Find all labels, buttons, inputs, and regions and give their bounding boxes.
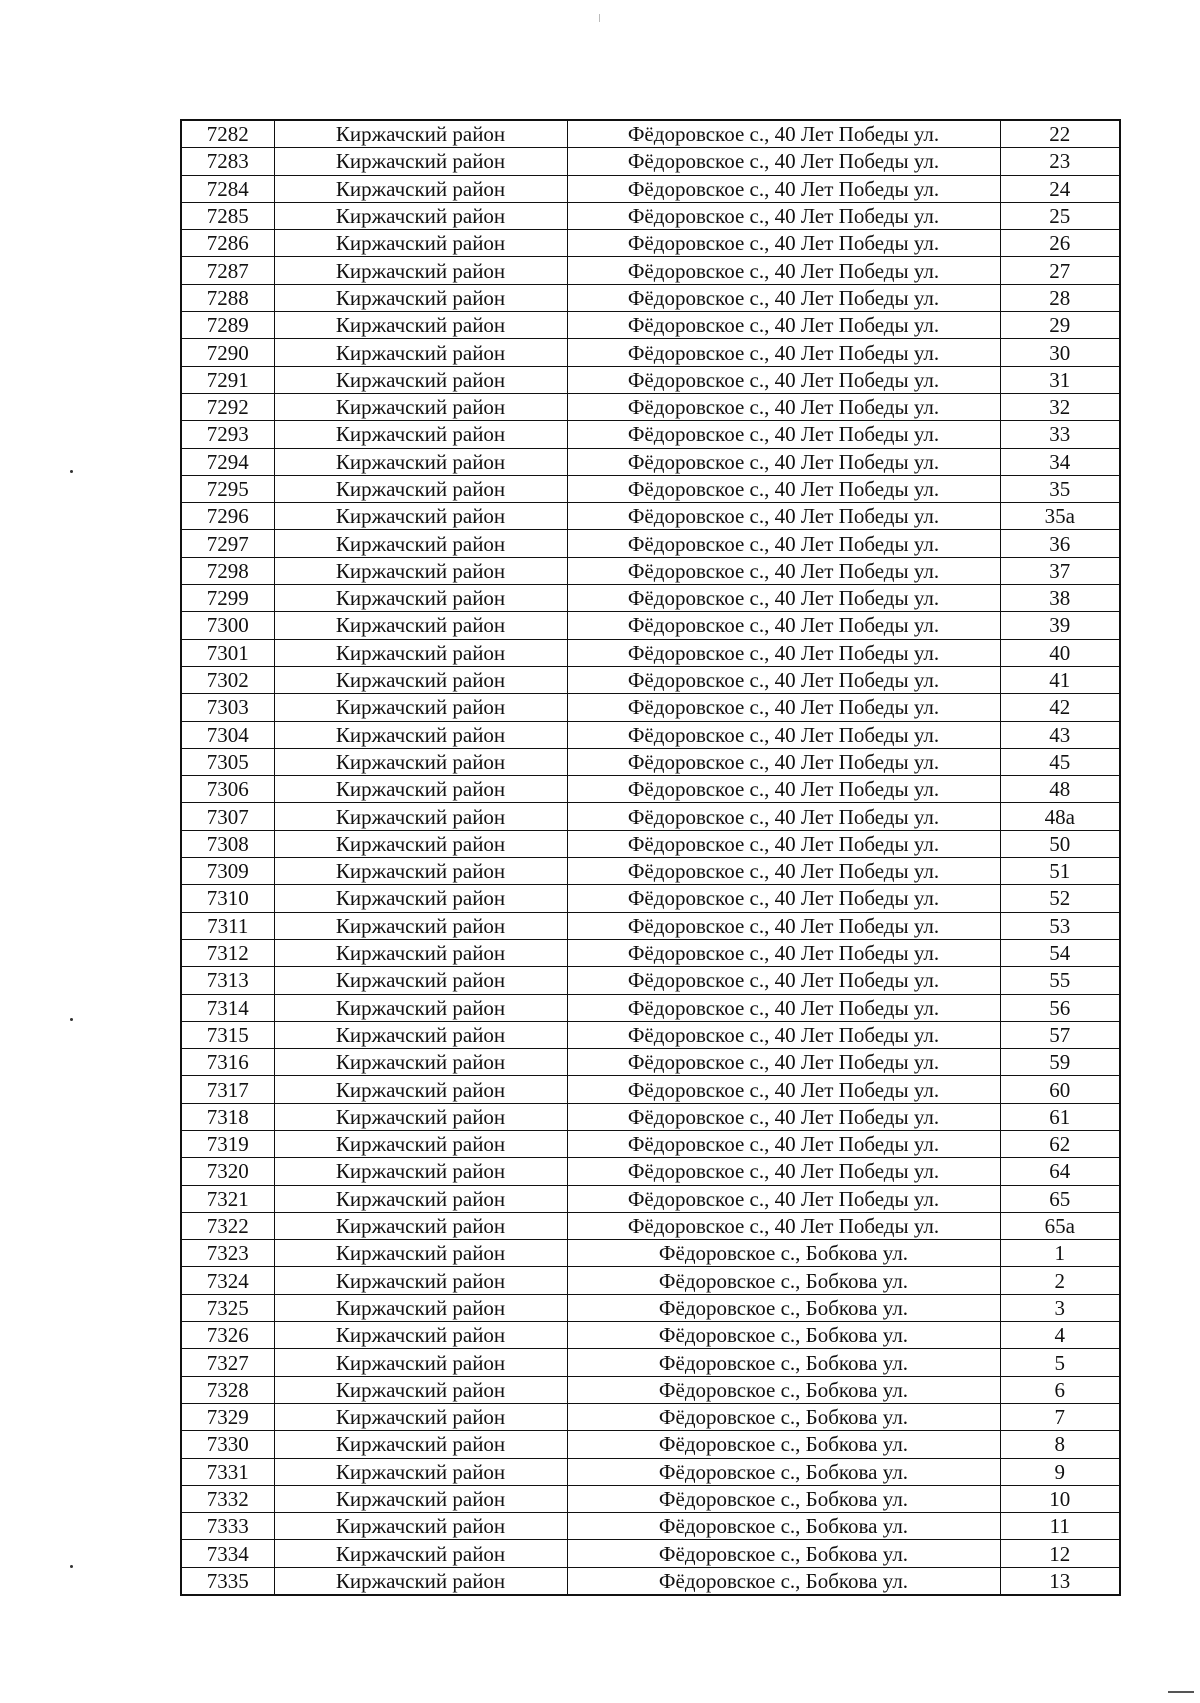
table-row <box>181 666 1120 693</box>
house-number-cell: 28 <box>1000 284 1120 311</box>
house-number-cell: 45 <box>1000 748 1120 775</box>
record-number-cell: 7294 <box>181 448 274 475</box>
house-number-cell: 23 <box>1000 148 1120 175</box>
house-number-cell: 4 <box>1000 1322 1120 1349</box>
street-address-cell: Фёдоровское с., 40 Лет Победы ул. <box>567 339 1000 366</box>
house-number-cell: 52 <box>1000 885 1120 912</box>
scan-artifact <box>70 470 73 473</box>
record-number-cell: 7332 <box>181 1485 274 1512</box>
street-address-cell: Фёдоровское с., 40 Лет Победы ул. <box>567 202 1000 229</box>
district-cell: Киржачский район <box>274 503 567 530</box>
street-address-cell: Фёдоровское с., 40 Лет Победы ул. <box>567 230 1000 257</box>
street-address-cell: Фёдоровское с., Бобкова ул. <box>567 1322 1000 1349</box>
record-number-cell: 7303 <box>181 694 274 721</box>
table-row <box>181 393 1120 420</box>
record-number-cell: 7333 <box>181 1513 274 1540</box>
record-number-cell: 7328 <box>181 1376 274 1403</box>
record-number-cell: 7291 <box>181 366 274 393</box>
scan-artifact <box>1168 1691 1194 1693</box>
street-address-cell: Фёдоровское с., 40 Лет Победы ул. <box>567 694 1000 721</box>
house-number-cell: 26 <box>1000 230 1120 257</box>
street-address-cell: Фёдоровское с., Бобкова ул. <box>567 1294 1000 1321</box>
table-row <box>181 612 1120 639</box>
record-number-cell: 7318 <box>181 1103 274 1130</box>
street-address-cell: Фёдоровское с., 40 Лет Победы ул. <box>567 1158 1000 1185</box>
record-number-cell: 7314 <box>181 994 274 1021</box>
record-number-cell: 7316 <box>181 1049 274 1076</box>
house-number-cell: 35 <box>1000 475 1120 502</box>
record-number-cell: 7296 <box>181 503 274 530</box>
table-row <box>181 912 1120 939</box>
record-number-cell: 7283 <box>181 148 274 175</box>
house-number-cell: 65а <box>1000 1212 1120 1239</box>
table-row <box>181 967 1120 994</box>
district-cell: Киржачский район <box>274 748 567 775</box>
table-row <box>181 366 1120 393</box>
house-number-cell: 60 <box>1000 1076 1120 1103</box>
district-cell: Киржачский район <box>274 612 567 639</box>
record-number-cell: 7317 <box>181 1076 274 1103</box>
table-row <box>181 1513 1120 1540</box>
street-address-cell: Фёдоровское с., 40 Лет Победы ул. <box>567 912 1000 939</box>
street-address-cell: Фёдоровское с., Бобкова ул. <box>567 1567 1000 1595</box>
address-table <box>180 119 1121 1596</box>
house-number-cell: 27 <box>1000 257 1120 284</box>
district-cell: Киржачский район <box>274 666 567 693</box>
table-row <box>181 858 1120 885</box>
record-number-cell: 7327 <box>181 1349 274 1376</box>
street-address-cell: Фёдоровское с., 40 Лет Победы ул. <box>567 557 1000 584</box>
record-number-cell: 7293 <box>181 421 274 448</box>
record-number-cell: 7287 <box>181 257 274 284</box>
district-cell: Киржачский район <box>274 230 567 257</box>
house-number-cell: 48а <box>1000 803 1120 830</box>
record-number-cell: 7335 <box>181 1567 274 1595</box>
house-number-cell: 59 <box>1000 1049 1120 1076</box>
district-cell: Киржачский район <box>274 912 567 939</box>
record-number-cell: 7334 <box>181 1540 274 1567</box>
house-number-cell: 39 <box>1000 612 1120 639</box>
street-address-cell: Фёдоровское с., 40 Лет Победы ул. <box>567 830 1000 857</box>
house-number-cell: 29 <box>1000 312 1120 339</box>
table-row <box>181 585 1120 612</box>
table-row <box>181 1185 1120 1212</box>
district-cell: Киржачский район <box>274 148 567 175</box>
house-number-cell: 31 <box>1000 366 1120 393</box>
street-address-cell: Фёдоровское с., 40 Лет Победы ул. <box>567 312 1000 339</box>
house-number-cell: 2 <box>1000 1267 1120 1294</box>
record-number-cell: 7310 <box>181 885 274 912</box>
table-row <box>181 557 1120 584</box>
record-number-cell: 7312 <box>181 939 274 966</box>
district-cell: Киржачский район <box>274 1294 567 1321</box>
table-row <box>181 148 1120 175</box>
district-cell: Киржачский район <box>274 1049 567 1076</box>
street-address-cell: Фёдоровское с., 40 Лет Победы ул. <box>567 284 1000 311</box>
street-address-cell: Фёдоровское с., Бобкова ул. <box>567 1513 1000 1540</box>
house-number-cell: 41 <box>1000 666 1120 693</box>
table-row <box>181 1267 1120 1294</box>
table-row <box>181 421 1120 448</box>
street-address-cell: Фёдоровское с., 40 Лет Победы ул. <box>567 967 1000 994</box>
table-row <box>181 339 1120 366</box>
scan-artifact <box>70 1565 73 1568</box>
table-row <box>181 1567 1120 1595</box>
district-cell: Киржачский район <box>274 421 567 448</box>
street-address-cell: Фёдоровское с., 40 Лет Победы ул. <box>567 1021 1000 1048</box>
house-number-cell: 10 <box>1000 1485 1120 1512</box>
house-number-cell: 5 <box>1000 1349 1120 1376</box>
scan-artifact <box>70 1018 73 1021</box>
street-address-cell: Фёдоровское с., 40 Лет Победы ул. <box>567 475 1000 502</box>
table-row <box>181 748 1120 775</box>
record-number-cell: 7299 <box>181 585 274 612</box>
street-address-cell: Фёдоровское с., 40 Лет Победы ул. <box>567 721 1000 748</box>
district-cell: Киржачский район <box>274 448 567 475</box>
table-row <box>181 639 1120 666</box>
table-row <box>181 120 1120 148</box>
table-row <box>181 939 1120 966</box>
record-number-cell: 7325 <box>181 1294 274 1321</box>
district-cell: Киржачский район <box>274 1458 567 1485</box>
address-table-body <box>181 120 1120 1595</box>
street-address-cell: Фёдоровское с., 40 Лет Победы ул. <box>567 885 1000 912</box>
record-number-cell: 7304 <box>181 721 274 748</box>
record-number-cell: 7289 <box>181 312 274 339</box>
street-address-cell: Фёдоровское с., 40 Лет Победы ул. <box>567 994 1000 1021</box>
record-number-cell: 7307 <box>181 803 274 830</box>
district-cell: Киржачский район <box>274 994 567 1021</box>
district-cell: Киржачский район <box>274 1403 567 1430</box>
district-cell: Киржачский район <box>274 776 567 803</box>
district-cell: Киржачский район <box>274 1513 567 1540</box>
table-row <box>181 1540 1120 1567</box>
record-number-cell: 7301 <box>181 639 274 666</box>
street-address-cell: Фёдоровское с., 40 Лет Победы ул. <box>567 1212 1000 1239</box>
street-address-cell: Фёдоровское с., 40 Лет Победы ул. <box>567 393 1000 420</box>
table-row <box>181 1021 1120 1048</box>
table-row <box>181 1376 1120 1403</box>
record-number-cell: 7313 <box>181 967 274 994</box>
table-row <box>181 503 1120 530</box>
table-row <box>181 175 1120 202</box>
street-address-cell: Фёдоровское с., 40 Лет Победы ул. <box>567 748 1000 775</box>
street-address-cell: Фёдоровское с., 40 Лет Победы ул. <box>567 1049 1000 1076</box>
house-number-cell: 61 <box>1000 1103 1120 1130</box>
house-number-cell: 65 <box>1000 1185 1120 1212</box>
district-cell: Киржачский район <box>274 202 567 229</box>
district-cell: Киржачский район <box>274 639 567 666</box>
street-address-cell: Фёдоровское с., 40 Лет Победы ул. <box>567 175 1000 202</box>
street-address-cell: Фёдоровское с., Бобкова ул. <box>567 1431 1000 1458</box>
house-number-cell: 42 <box>1000 694 1120 721</box>
district-cell: Киржачский район <box>274 1185 567 1212</box>
street-address-cell: Фёдоровское с., Бобкова ул. <box>567 1485 1000 1512</box>
street-address-cell: Фёдоровское с., 40 Лет Победы ул. <box>567 612 1000 639</box>
table-row <box>181 1349 1120 1376</box>
district-cell: Киржачский район <box>274 1267 567 1294</box>
house-number-cell: 64 <box>1000 1158 1120 1185</box>
house-number-cell: 48 <box>1000 776 1120 803</box>
house-number-cell: 34 <box>1000 448 1120 475</box>
street-address-cell: Фёдоровское с., Бобкова ул. <box>567 1240 1000 1267</box>
house-number-cell: 38 <box>1000 585 1120 612</box>
district-cell: Киржачский район <box>274 803 567 830</box>
street-address-cell: Фёдоровское с., 40 Лет Победы ул. <box>567 503 1000 530</box>
district-cell: Киржачский район <box>274 530 567 557</box>
table-row <box>181 830 1120 857</box>
record-number-cell: 7284 <box>181 175 274 202</box>
table-row <box>181 885 1120 912</box>
house-number-cell: 50 <box>1000 830 1120 857</box>
district-cell: Киржачский район <box>274 339 567 366</box>
district-cell: Киржачский район <box>274 475 567 502</box>
street-address-cell: Фёдоровское с., 40 Лет Победы ул. <box>567 639 1000 666</box>
table-row <box>181 312 1120 339</box>
district-cell: Киржачский район <box>274 557 567 584</box>
district-cell: Киржачский район <box>274 120 567 148</box>
table-row <box>181 776 1120 803</box>
street-address-cell: Фёдоровское с., Бобкова ул. <box>567 1376 1000 1403</box>
record-number-cell: 7311 <box>181 912 274 939</box>
table-row <box>181 1403 1120 1430</box>
table-row <box>181 257 1120 284</box>
table-row <box>181 202 1120 229</box>
street-address-cell: Фёдоровское с., Бобкова ул. <box>567 1540 1000 1567</box>
record-number-cell: 7298 <box>181 557 274 584</box>
record-number-cell: 7320 <box>181 1158 274 1185</box>
street-address-cell: Фёдоровское с., 40 Лет Победы ул. <box>567 530 1000 557</box>
house-number-cell: 54 <box>1000 939 1120 966</box>
record-number-cell: 7292 <box>181 393 274 420</box>
street-address-cell: Фёдоровское с., 40 Лет Победы ул. <box>567 858 1000 885</box>
district-cell: Киржачский район <box>274 366 567 393</box>
street-address-cell: Фёдоровское с., 40 Лет Победы ул. <box>567 1130 1000 1157</box>
district-cell: Киржачский район <box>274 1349 567 1376</box>
house-number-cell: 30 <box>1000 339 1120 366</box>
district-cell: Киржачский район <box>274 1567 567 1595</box>
house-number-cell: 6 <box>1000 1376 1120 1403</box>
table-row <box>181 1049 1120 1076</box>
table-row <box>181 694 1120 721</box>
record-number-cell: 7315 <box>181 1021 274 1048</box>
house-number-cell: 11 <box>1000 1513 1120 1540</box>
district-cell: Киржачский район <box>274 1158 567 1185</box>
street-address-cell: Фёдоровское с., 40 Лет Победы ул. <box>567 1185 1000 1212</box>
house-number-cell: 53 <box>1000 912 1120 939</box>
district-cell: Киржачский район <box>274 694 567 721</box>
table-row <box>181 1240 1120 1267</box>
street-address-cell: Фёдоровское с., Бобкова ул. <box>567 1267 1000 1294</box>
record-number-cell: 7288 <box>181 284 274 311</box>
record-number-cell: 7326 <box>181 1322 274 1349</box>
house-number-cell: 51 <box>1000 858 1120 885</box>
district-cell: Киржачский район <box>274 1540 567 1567</box>
house-number-cell: 35а <box>1000 503 1120 530</box>
street-address-cell: Фёдоровское с., 40 Лет Победы ул. <box>567 366 1000 393</box>
table-row <box>181 448 1120 475</box>
record-number-cell: 7295 <box>181 475 274 502</box>
house-number-cell: 1 <box>1000 1240 1120 1267</box>
record-number-cell: 7329 <box>181 1403 274 1430</box>
district-cell: Киржачский район <box>274 393 567 420</box>
record-number-cell: 7300 <box>181 612 274 639</box>
street-address-cell: Фёдоровское с., 40 Лет Победы ул. <box>567 148 1000 175</box>
district-cell: Киржачский район <box>274 284 567 311</box>
district-cell: Киржачский район <box>274 312 567 339</box>
table-row <box>181 721 1120 748</box>
district-cell: Киржачский район <box>274 175 567 202</box>
house-number-cell: 25 <box>1000 202 1120 229</box>
house-number-cell: 13 <box>1000 1567 1120 1595</box>
house-number-cell: 9 <box>1000 1458 1120 1485</box>
district-cell: Киржачский район <box>274 858 567 885</box>
record-number-cell: 7305 <box>181 748 274 775</box>
house-number-cell: 32 <box>1000 393 1120 420</box>
table-row <box>181 1322 1120 1349</box>
district-cell: Киржачский район <box>274 939 567 966</box>
table-row <box>181 530 1120 557</box>
house-number-cell: 55 <box>1000 967 1120 994</box>
house-number-cell: 7 <box>1000 1403 1120 1430</box>
table-row <box>181 230 1120 257</box>
table-row <box>181 1458 1120 1485</box>
record-number-cell: 7321 <box>181 1185 274 1212</box>
table-row <box>181 1103 1120 1130</box>
record-number-cell: 7286 <box>181 230 274 257</box>
record-number-cell: 7323 <box>181 1240 274 1267</box>
scan-artifact <box>599 14 600 22</box>
district-cell: Киржачский район <box>274 1240 567 1267</box>
district-cell: Киржачский район <box>274 257 567 284</box>
house-number-cell: 43 <box>1000 721 1120 748</box>
table-row <box>181 1130 1120 1157</box>
record-number-cell: 7324 <box>181 1267 274 1294</box>
house-number-cell: 36 <box>1000 530 1120 557</box>
street-address-cell: Фёдоровское с., 40 Лет Победы ул. <box>567 776 1000 803</box>
table-row <box>181 1431 1120 1458</box>
street-address-cell: Фёдоровское с., 40 Лет Победы ул. <box>567 939 1000 966</box>
record-number-cell: 7330 <box>181 1431 274 1458</box>
district-cell: Киржачский район <box>274 885 567 912</box>
street-address-cell: Фёдоровское с., 40 Лет Победы ул. <box>567 666 1000 693</box>
house-number-cell: 8 <box>1000 1431 1120 1458</box>
record-number-cell: 7319 <box>181 1130 274 1157</box>
table-row <box>181 1294 1120 1321</box>
table-row <box>181 803 1120 830</box>
record-number-cell: 7309 <box>181 858 274 885</box>
street-address-cell: Фёдоровское с., 40 Лет Победы ул. <box>567 448 1000 475</box>
district-cell: Киржачский район <box>274 1103 567 1130</box>
record-number-cell: 7290 <box>181 339 274 366</box>
district-cell: Киржачский район <box>274 967 567 994</box>
district-cell: Киржачский район <box>274 1130 567 1157</box>
street-address-cell: Фёдоровское с., 40 Лет Победы ул. <box>567 257 1000 284</box>
record-number-cell: 7297 <box>181 530 274 557</box>
street-address-cell: Фёдоровское с., 40 Лет Победы ул. <box>567 421 1000 448</box>
house-number-cell: 62 <box>1000 1130 1120 1157</box>
street-address-cell: Фёдоровское с., 40 Лет Победы ул. <box>567 803 1000 830</box>
district-cell: Киржачский район <box>274 1076 567 1103</box>
house-number-cell: 33 <box>1000 421 1120 448</box>
district-cell: Киржачский район <box>274 1485 567 1512</box>
district-cell: Киржачский район <box>274 1431 567 1458</box>
record-number-cell: 7285 <box>181 202 274 229</box>
record-number-cell: 7306 <box>181 776 274 803</box>
record-number-cell: 7308 <box>181 830 274 857</box>
record-number-cell: 7331 <box>181 1458 274 1485</box>
house-number-cell: 57 <box>1000 1021 1120 1048</box>
house-number-cell: 56 <box>1000 994 1120 1021</box>
street-address-cell: Фёдоровское с., 40 Лет Победы ул. <box>567 585 1000 612</box>
district-cell: Киржачский район <box>274 1322 567 1349</box>
table-row <box>181 1158 1120 1185</box>
house-number-cell: 24 <box>1000 175 1120 202</box>
house-number-cell: 22 <box>1000 120 1120 148</box>
district-cell: Киржачский район <box>274 1212 567 1239</box>
street-address-cell: Фёдоровское с., 40 Лет Победы ул. <box>567 120 1000 148</box>
record-number-cell: 7322 <box>181 1212 274 1239</box>
district-cell: Киржачский район <box>274 1021 567 1048</box>
street-address-cell: Фёдоровское с., Бобкова ул. <box>567 1403 1000 1430</box>
table-row <box>181 1485 1120 1512</box>
record-number-cell: 7302 <box>181 666 274 693</box>
table-row <box>181 1076 1120 1103</box>
table-row <box>181 994 1120 1021</box>
district-cell: Киржачский район <box>274 721 567 748</box>
table-row <box>181 284 1120 311</box>
district-cell: Киржачский район <box>274 830 567 857</box>
district-cell: Киржачский район <box>274 1376 567 1403</box>
street-address-cell: Фёдоровское с., Бобкова ул. <box>567 1349 1000 1376</box>
house-number-cell: 40 <box>1000 639 1120 666</box>
house-number-cell: 37 <box>1000 557 1120 584</box>
table-row <box>181 475 1120 502</box>
street-address-cell: Фёдоровское с., Бобкова ул. <box>567 1458 1000 1485</box>
house-number-cell: 12 <box>1000 1540 1120 1567</box>
street-address-cell: Фёдоровское с., 40 Лет Победы ул. <box>567 1076 1000 1103</box>
record-number-cell: 7282 <box>181 120 274 148</box>
table-row <box>181 1212 1120 1239</box>
house-number-cell: 3 <box>1000 1294 1120 1321</box>
street-address-cell: Фёдоровское с., 40 Лет Победы ул. <box>567 1103 1000 1130</box>
district-cell: Киржачский район <box>274 585 567 612</box>
